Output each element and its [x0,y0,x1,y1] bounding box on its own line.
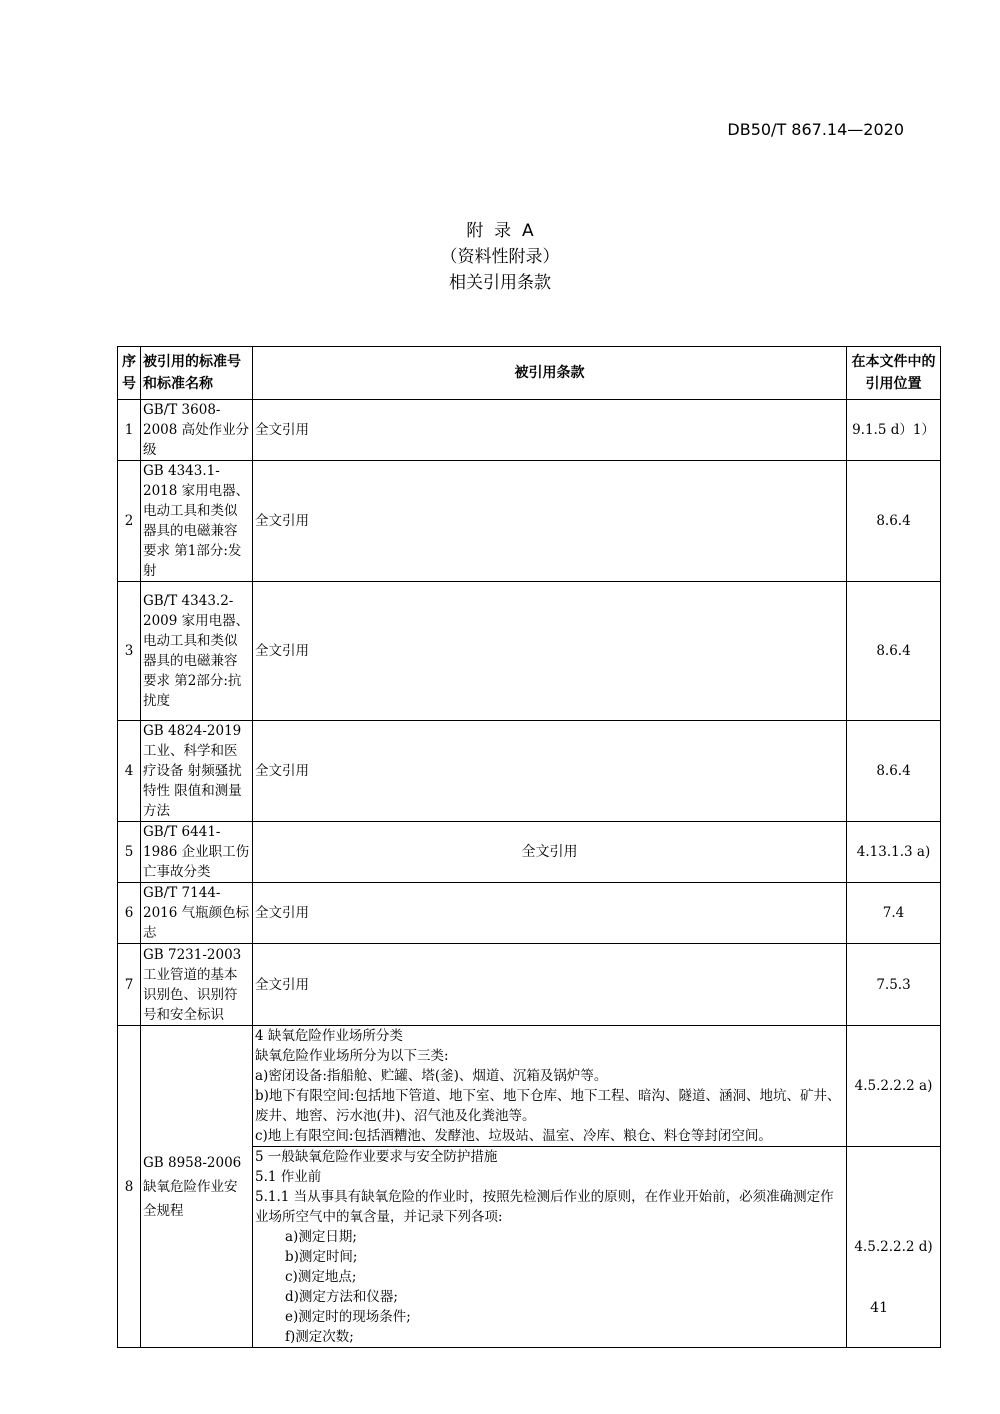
appendix-title-block [0,218,1000,296]
clause-line: 5.1 作业前 [255,1169,322,1185]
table-row [118,400,941,461]
table-row [118,944,941,1026]
row-standard: GB/T 7144-2016 气瓶颜色标志 [141,883,253,944]
row-position: 8.6.4 [847,461,941,582]
row-clause: 全文引用 [253,400,847,461]
clause-line: b)地下有限空间:包括地下管道、地下室、地下仓库、地下工程、暗沟、隧道、涵洞、地坑、矿井、废井、地窖、污水池(井)、沼气池及化粪池等。 [255,1088,841,1124]
row-position: 8.6.4 [847,721,941,822]
references-table [117,346,941,1348]
clause-item: d)测定方法和仪器; [285,1289,398,1305]
row-position: 8.6.4 [847,582,941,721]
row-no: 5 [118,822,141,883]
document-code: DB50/T 867.14—2020 [727,120,904,139]
table-row [118,1026,941,1147]
row-no: 4 [118,721,141,822]
clause-item: f)测定次数; [285,1329,354,1345]
header-standard: 被引用的标准号和标准名称 [141,347,253,400]
table-row [118,582,941,721]
row-standard: GB/T 3608-2008 高处作业分级 [141,400,253,461]
row-no: 2 [118,461,141,582]
row-clause: 全文引用 [253,822,847,883]
row-no: 1 [118,400,141,461]
appendix-type: （资料性附录） [440,247,560,267]
row-clause: 全文引用 [253,721,847,822]
row-no: 8 [118,1026,141,1348]
row-standard: GB/T 4343.2-2009 家用电器、电动工具和类似器具的电磁兼容要求 第2部分:抗扰度 [141,582,253,721]
header-position: 在本文件中的引用位置 [847,347,941,400]
clause-line: 缺氧危险作业场所分为以下三类: [255,1048,449,1064]
table-row [118,461,941,582]
clause-line: c)地上有限空间:包括酒糟池、发酵池、垃圾站、温室、冷库、粮仓、料仓等封闭空间。 [255,1128,772,1144]
row-position: 4.5.2.2.2 a) [847,1026,941,1147]
row-position: 7.4 [847,883,941,944]
row-clause: 全文引用 [253,461,847,582]
row-standard: GB/T 6441-1986 企业职工伤亡事故分类 [141,822,253,883]
row-standard: GB 4343.1-2018 家用电器、电动工具和类似器具的电磁兼容要求 第1部分:发射 [141,461,253,582]
row-position: 4.13.1.3 a) [847,822,941,883]
clause-line: a)密闭设备:指船舱、贮罐、塔(釜)、烟道、沉箱及锅炉等。 [255,1068,608,1084]
row-position: 9.1.5 d）1） [847,400,941,461]
row-standard: GB 7231-2003 工业管道的基本识别色、识别符号和安全标识 [141,944,253,1026]
page-number: 41 [870,1300,888,1316]
header-clause: 被引用条款 [253,347,847,400]
row-position: 7.5.3 [847,944,941,1026]
row-standard: GB 8958-2006 缺氧危险作业安全规程 [141,1026,253,1348]
row-standard: GB 4824-2019 工业、科学和医疗设备 射频骚扰特性 限值和测量方法 [141,721,253,822]
table-header-row [118,347,941,400]
clause-item: b)测定时间; [285,1249,358,1265]
row-clause-part-b [253,1147,847,1348]
row-clause: 全文引用 [253,944,847,1026]
clause-line: 5.1.1 当从事具有缺氧危险的作业时，按照先检测后作业的原则，在作业开始前，必须准确测定作业场所空气中的氧含量，并记录下列各项: [255,1189,834,1225]
row-no: 7 [118,944,141,1026]
table-row [118,822,941,883]
row-clause-part-a [253,1026,847,1147]
appendix-title: 附 录 A [466,221,534,241]
row-position: 4.5.2.2.2 d) [847,1147,941,1348]
row-clause: 全文引用 [253,883,847,944]
clause-line: 5 一般缺氧危险作业要求与安全防护措施 [255,1149,498,1165]
appendix-subtitle: 相关引用条款 [449,273,551,293]
table-row [118,883,941,944]
row-clause: 全文引用 [253,582,847,721]
table-row [118,721,941,822]
clause-item: c)测定地点; [285,1269,357,1285]
clause-item: e)测定时的现场条件; [285,1309,411,1325]
clause-line: 4 缺氧危险作业场所分类 [255,1028,403,1044]
header-no: 序号 [118,347,141,400]
row-no: 6 [118,883,141,944]
row-no: 3 [118,582,141,721]
clause-item: a)测定日期; [285,1229,357,1245]
